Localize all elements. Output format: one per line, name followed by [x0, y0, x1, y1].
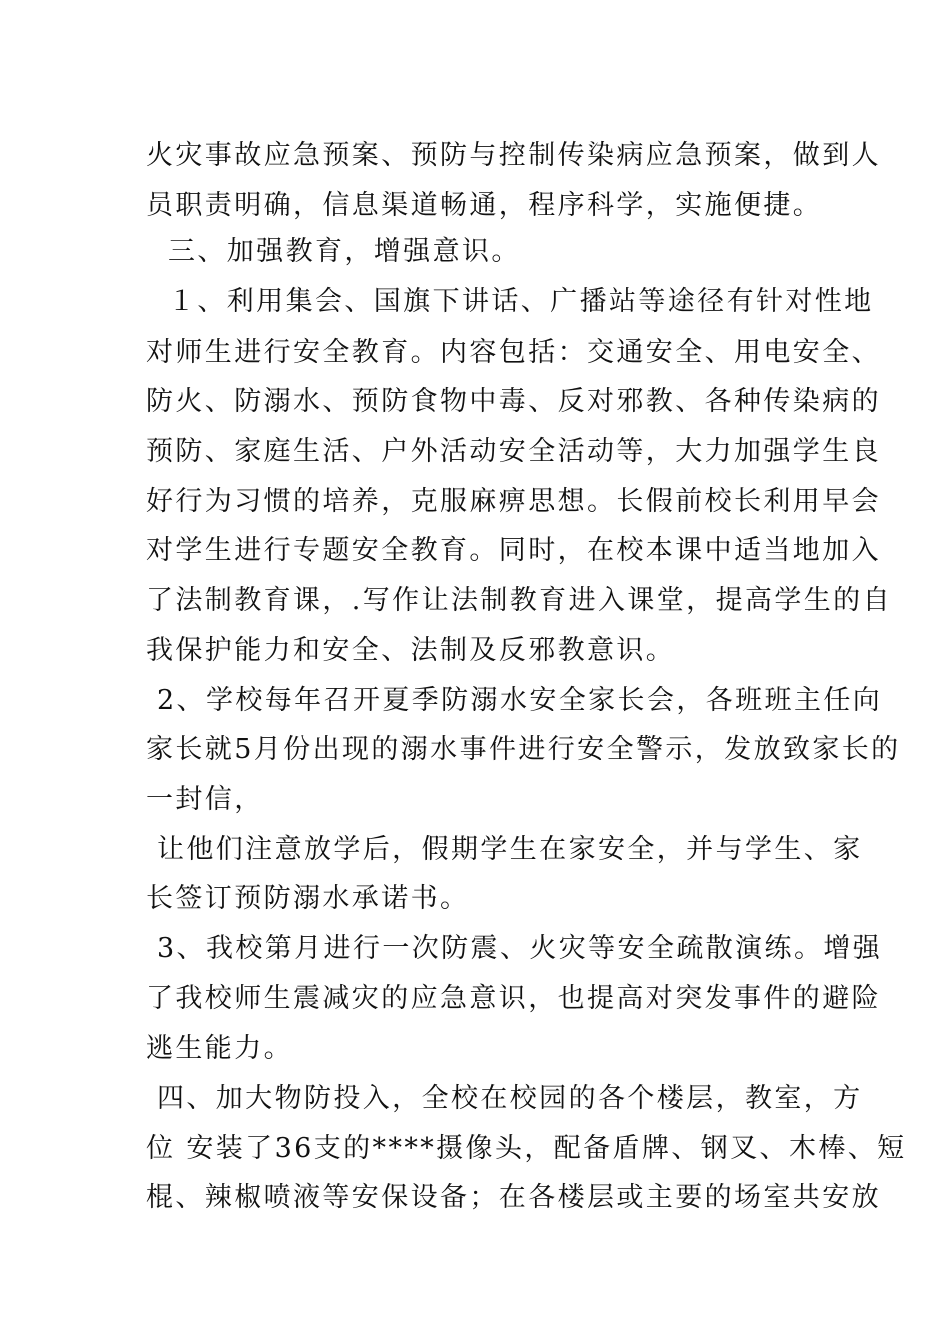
section-heading: 三、加强教育，增强意识。	[146, 236, 521, 267]
text-line: 防火、防溺水、预防食物中毒、反对邪教、各种传染病的	[146, 386, 881, 417]
text-line: 火灾事故应急预案、预防与控制传染病应急预案，做到人	[146, 140, 881, 171]
text-line: 了我校师生震减灾的应急意识，也提高对突发事件的避险	[146, 983, 881, 1014]
text-line: 家长就5月份出现的溺水事件进行安全警示，发放致家长的	[146, 734, 901, 765]
text-line: 位 安装了36支的****摄像头，配备盾牌、钢叉、木棒、短	[146, 1133, 907, 1164]
text-line: 长签订预防溺水承诺书。	[146, 883, 470, 914]
text-line: 好行为习惯的培养，克服麻痹思想。长假前校长利用早会	[146, 486, 881, 517]
text-line: 2、学校每年召开夏季防溺水安全家长会，各班班主任向	[146, 685, 883, 716]
text-line: 对师生进行安全教育。内容包括：交通安全、用电安全、	[146, 337, 881, 368]
text-line: 了法制教育课，.写作让法制教育进入课堂，提高学生的自	[146, 585, 892, 616]
text-line: 我保护能力和安全、法制及反邪教意识。	[146, 635, 676, 666]
text-line: 棍、辣椒喷液等安保设备；在各楼层或主要的场室共安放	[146, 1182, 881, 1213]
text-line: 预防、家庭生活、户外活动安全活动等，大力加强学生良	[146, 436, 881, 467]
text-line: 3、我校第月进行一次防震、火灾等安全疏散演练。增强	[146, 933, 883, 964]
text-line: 让他们注意放学后，假期学生在家安全，并与学生、家	[146, 834, 863, 865]
section-heading: 四、加大物防投入，全校在校园的各个楼层，教室，方	[146, 1083, 863, 1114]
text-line: 对学生进行专题安全教育。同时，在校本课中适当地加入	[146, 535, 881, 566]
text-line: １、利用集会、国旗下讲话、广播站等途径有针对性地	[146, 286, 874, 317]
text-line: 员职责明确，信息渠道畅通，程序科学，实施便捷。	[146, 190, 823, 221]
text-line: 逃生能力。	[146, 1033, 293, 1064]
text-line: 一封信，	[146, 784, 264, 815]
